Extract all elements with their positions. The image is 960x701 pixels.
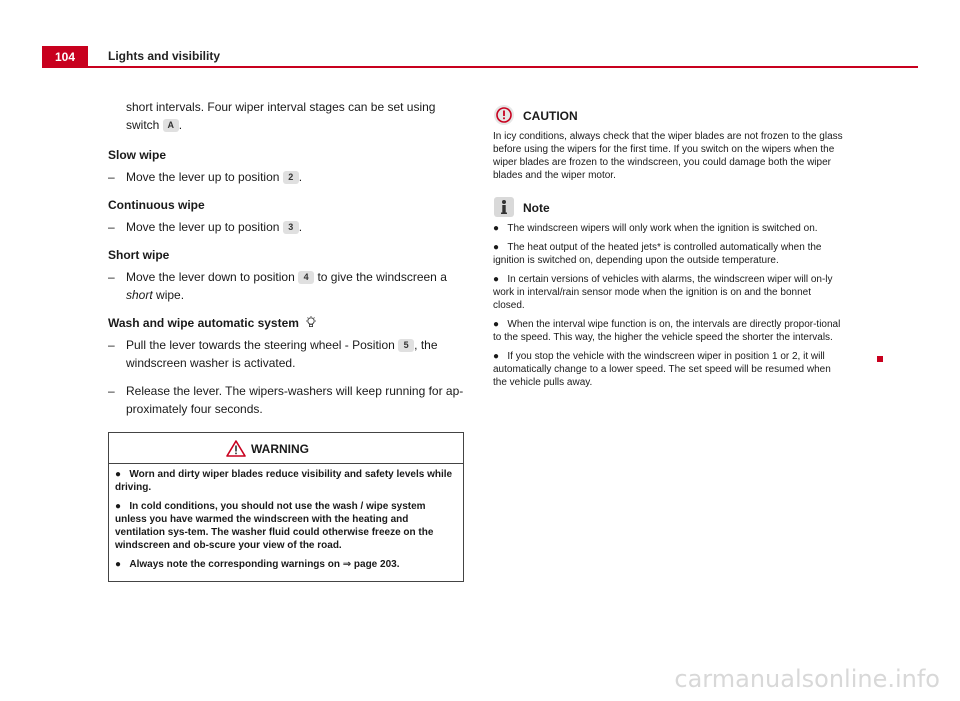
- short-wipe-step: [108, 268, 464, 304]
- note-text: In certain versions of vehicles with alarms, the windscreen wiper will on-ly work in interval/rain sensor mode when the ignition is on and the bonnet closed.: [493, 274, 833, 311]
- bullet-marker: ●: [493, 274, 500, 285]
- slow-wipe-step: – Move the lever up to position 2 .: [108, 170, 303, 184]
- position-badge-3: 3: [283, 221, 299, 234]
- warning-text: In cold conditions, you should not use the wash / wipe system unless you have warmed the windscreen with the heating and ventilation sys-tem. The washer fluid could otherwise freeze on the windscreen and ob-scure your view of the road.: [115, 501, 434, 551]
- bullet-marker: ●: [493, 223, 500, 234]
- position-badge-2: 2: [283, 171, 299, 184]
- note-header: [493, 196, 843, 218]
- bullet-marker: ●: [493, 242, 500, 253]
- continuous-wipe-heading: Continuous wipe: [108, 198, 205, 212]
- warning-box: [108, 432, 464, 582]
- warning-text: Always note the corresponding warnings on ⇒ page 203.: [129, 559, 400, 570]
- note-text: When the interval wipe function is on, the intervals are directly propor-tional to the speed. This way, the higher the vehicle speed the shorter the intervals.: [493, 319, 841, 343]
- info-note-icon: [493, 196, 515, 218]
- note-bullet: [493, 350, 843, 389]
- bullet-marker: ●: [493, 351, 500, 362]
- continuous-wipe-step: – Move the lever up to position 3 .: [108, 220, 303, 234]
- page-number: 104: [42, 46, 88, 68]
- warning-bullet: [115, 558, 457, 571]
- slow-wipe-text: Move the lever up to position: [126, 170, 280, 184]
- intro-paragraph: short intervals. Four wiper interval stages can be set using switch A .: [126, 100, 436, 132]
- continuous-wipe-text: Move the lever up to position: [126, 220, 280, 234]
- right-column: [493, 104, 843, 395]
- bullet-marker: ●: [115, 559, 122, 570]
- header-divider: [88, 66, 918, 68]
- warning-bullet: [115, 468, 457, 494]
- short-wipe-text-after: to give the windscreen a: [317, 270, 447, 284]
- position-badge-5: 5: [398, 339, 414, 352]
- note-title: Note: [523, 201, 550, 215]
- dash-marker: –: [108, 170, 115, 184]
- page-header: [0, 0, 960, 70]
- dash-marker: –: [108, 270, 115, 284]
- intro-text: short intervals. Four wiper interval stages can be set using switch: [126, 100, 436, 132]
- note-text: If you stop the vehicle with the windscreen wiper in position 1 or 2, it will automatically change to a lower speed. The set speed will be resumed when the vehicle pulls away.: [493, 351, 831, 388]
- position-badge-a: A: [163, 119, 179, 132]
- dash-marker: –: [108, 338, 115, 352]
- wash-wipe-title: Wash and wipe automatic system: [108, 316, 299, 330]
- note-text: The heat output of the heated jets* is controlled automatically when the ignition is switched on, depending upon the outside temperature.: [493, 242, 822, 266]
- watermark: carmanualsonline.info: [674, 665, 940, 693]
- bullet-marker: ●: [115, 501, 122, 512]
- chapter-title: Lights and visibility: [108, 49, 221, 63]
- note-bullet: [493, 241, 843, 267]
- bullet-marker: ●: [115, 469, 122, 480]
- slow-wipe-heading: Slow wipe: [108, 148, 167, 162]
- short-wipe-text-end: wipe.: [156, 288, 185, 302]
- caution-title: CAUTION: [523, 109, 578, 123]
- position-badge-4: 4: [298, 271, 314, 284]
- caution-header: [493, 104, 843, 126]
- warning-title: WARNING: [251, 442, 309, 456]
- wash-wipe-step-2: [108, 382, 464, 418]
- bullet-marker: ●: [493, 319, 500, 330]
- caution-text: In icy conditions, always check that the wiper blades are not frozen to the glass before using the wipers for the first time. If you switch on the wipers when the wiper blades are frozen to the windscreen, you could damage both the wiper blades and the wiper motor.: [493, 131, 843, 181]
- note-bullet: [493, 222, 843, 235]
- short-wipe-text: Move the lever down to position: [126, 270, 295, 284]
- wash-wipe-text-2: Release the lever. The wipers-washers will keep running for ap-proximately four seconds.: [126, 384, 464, 416]
- dash-marker: –: [108, 220, 115, 234]
- warning-header: [109, 433, 463, 464]
- short-wipe-heading: Short wipe: [108, 248, 170, 262]
- short-wipe-italic: short: [126, 288, 153, 302]
- dash-marker: –: [108, 384, 115, 398]
- caution-exclamation-icon: [493, 104, 515, 126]
- note-bullet: [493, 273, 843, 312]
- wash-wipe-text-1: Pull the lever towards the steering wheel - Position: [126, 338, 395, 352]
- lightbulb-icon: [305, 316, 317, 329]
- note-text: The windscreen wipers will only work when the ignition is switched on.: [507, 223, 818, 234]
- note-bullet: [493, 318, 843, 344]
- warning-text: Worn and dirty wiper blades reduce visibility and safety levels while driving.: [115, 469, 453, 493]
- section-end-marker: [877, 356, 883, 362]
- warning-body: [109, 464, 463, 581]
- warning-bullet: [115, 500, 457, 552]
- left-column: [108, 98, 464, 582]
- warning-triangle-icon: [226, 440, 246, 457]
- wash-wipe-heading: [108, 314, 464, 332]
- wash-wipe-text-1-after: , the windscreen washer is activated.: [126, 338, 438, 370]
- wash-wipe-step-1: [108, 336, 464, 372]
